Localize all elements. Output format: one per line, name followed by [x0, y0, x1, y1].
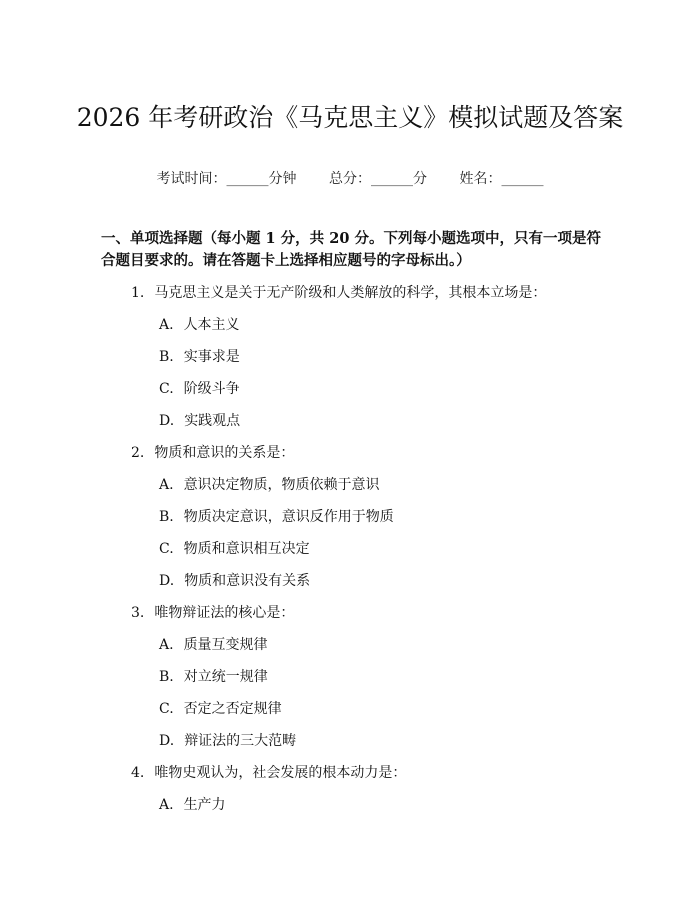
option-3b: [159, 666, 268, 686]
option-text: 对立统一规律: [183, 669, 268, 685]
document-title: 2026 年考研政治《马克思主义》模拟试题及答案: [76, 102, 624, 132]
exam-meta: [0, 168, 700, 188]
option-1b: [159, 346, 240, 366]
question-text: 唯物史观认为，社会发展的根本动力是：: [154, 765, 407, 781]
option-1d: [159, 410, 240, 430]
option-3d: [159, 730, 296, 750]
question-1: [131, 282, 546, 302]
option-letter: B.: [159, 669, 174, 685]
option-3c: [159, 698, 282, 718]
option-text: 质量互变规律: [183, 637, 268, 653]
option-letter: C.: [159, 381, 174, 397]
option-text: 否定之否定规律: [183, 701, 282, 717]
question-2: [131, 442, 294, 462]
question-text: 唯物辩证法的核心是：: [154, 605, 295, 621]
option-1c: [159, 378, 240, 398]
option-letter: C.: [159, 701, 174, 717]
option-text: 意识决定物质，物质依赖于意识: [183, 477, 380, 493]
option-1a: [159, 314, 240, 334]
option-letter: A.: [159, 637, 174, 653]
option-letter: A.: [159, 317, 174, 333]
option-text: 实践观点: [184, 413, 241, 429]
name-field: 姓名：______: [459, 171, 544, 187]
option-letter: C.: [159, 541, 174, 557]
option-text: 生产力: [183, 797, 226, 813]
question-number: 4.: [131, 765, 145, 781]
question-text: 物质和意识的关系是：: [154, 445, 295, 461]
option-2c: [159, 538, 310, 558]
question-text: 马克思主义是关于无产阶级和人类解放的科学，其根本立场是：: [154, 285, 547, 301]
question-number: 1.: [131, 285, 145, 301]
option-letter: D.: [159, 413, 175, 429]
option-letter: A.: [159, 477, 174, 493]
option-2b: [159, 506, 394, 526]
option-text: 辩证法的三大范畴: [184, 733, 297, 749]
section-heading: 一、单项选择题（每小题 1 分，共 20 分。下列每小题选项中，只有一项是符合题目要求的。请在答题卡上选择相应题号的字母标出。）: [101, 230, 601, 269]
question-3: [131, 602, 294, 622]
question-number: 2.: [131, 445, 145, 461]
option-2d: [159, 570, 310, 590]
option-letter: B.: [159, 349, 174, 365]
option-text: 物质和意识没有关系: [184, 573, 311, 589]
option-letter: D.: [159, 573, 175, 589]
option-text: 物质决定意识，意识反作用于物质: [183, 509, 394, 525]
option-text: 物质和意识相互决定: [183, 541, 310, 557]
option-4a: [159, 794, 226, 814]
question-4: [131, 762, 406, 782]
option-text: 人本主义: [183, 317, 240, 333]
question-number: 3.: [131, 605, 145, 621]
total-score-field: 总分：______分: [329, 171, 427, 187]
option-text: 阶级斗争: [183, 381, 240, 397]
option-letter: B.: [159, 509, 174, 525]
option-text: 实事求是: [183, 349, 240, 365]
option-3a: [159, 634, 268, 654]
option-2a: [159, 474, 380, 494]
option-letter: D.: [159, 733, 175, 749]
exam-time-field: 考试时间：______分钟: [156, 171, 297, 187]
option-letter: A.: [159, 797, 174, 813]
